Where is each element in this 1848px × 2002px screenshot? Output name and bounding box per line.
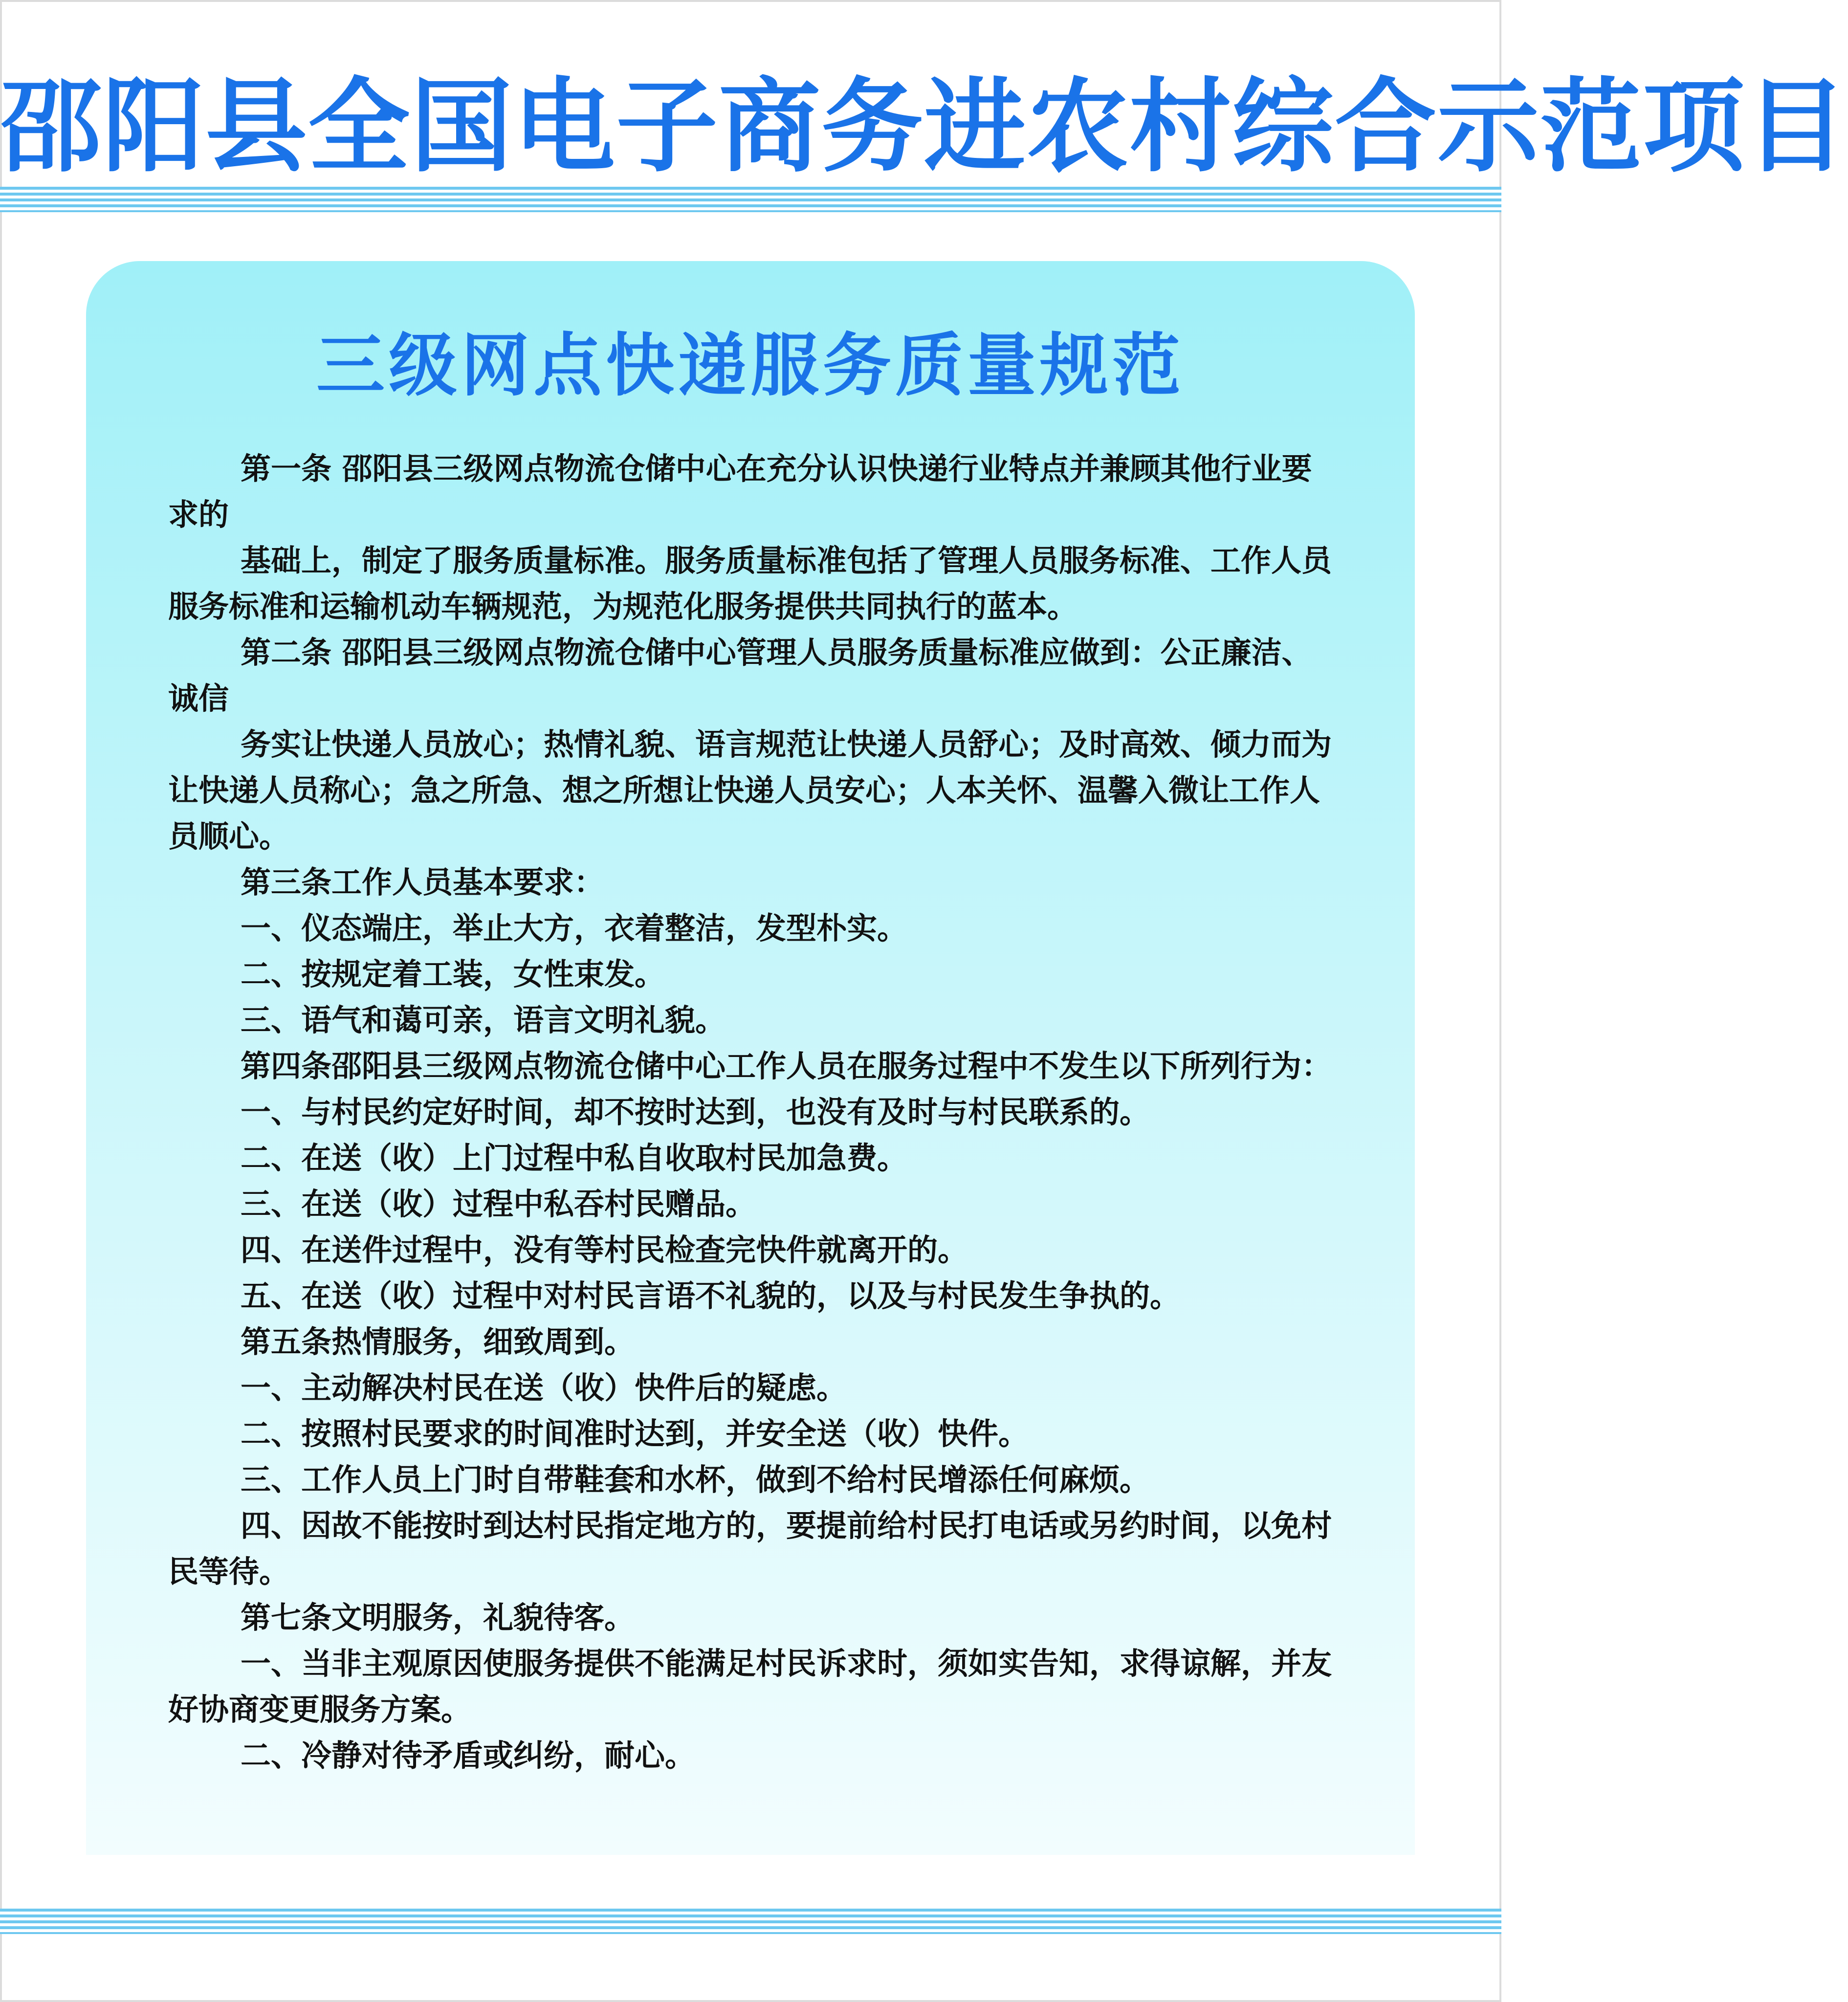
panel-title: 三级网点快递服务质量规范 — [316, 326, 1185, 406]
paragraph: 二、按照村民要求的时间准时达到，并安全送（收）快件。 — [241, 1416, 1029, 1452]
page-title: 邵阳县全国电子商务进农村综合示范项目 — [0, 68, 1848, 186]
paragraph: 第二条 邵阳县三级网点物流仓储中心管理人员服务质量标准应做到：公正廉洁、诚信 — [168, 635, 1312, 716]
paragraph: 三、工作人员上门时自带鞋套和水杯，做到不给村民增添任何麻烦。 — [241, 1462, 1150, 1497]
paragraph: 四、在送件过程中，没有等村民检查完快件就离开的。 — [241, 1232, 968, 1268]
regulation-text — [168, 446, 1342, 1779]
content-panel — [86, 261, 1415, 1855]
paragraph: 三、在送（收）过程中私吞村民赠品。 — [241, 1186, 756, 1222]
paragraph: 二、按规定着工装，女性束发。 — [241, 956, 665, 992]
paragraph: 第四条邵阳县三级网点物流仓储中心工作人员在服务过程中不发生以下所列行为： — [241, 1048, 1332, 1084]
top-stripe-divider — [0, 187, 1501, 212]
paragraph: 务实让快递人员放心；热情礼貌、语言规范让快递人员舒心；及时高效、倾力而为让快递人员称心；急之所急、想之所想让快递人员安心；人本关怀、温馨入微让工作人员顺心。 — [168, 726, 1332, 854]
paragraph: 基础上，制定了服务质量标准。服务质量标准包括了管理人员服务标准、工作人员服务标准和运输机动车辆规范，为规范化服务提供共同执行的蓝本。 — [168, 543, 1332, 624]
paragraph: 五、在送（收）过程中对村民言语不礼貌的，以及与村民发生争执的。 — [241, 1278, 1181, 1314]
paragraph: 第七条文明服务，礼貌待客。 — [241, 1600, 635, 1635]
bottom-stripe-divider — [0, 1909, 1501, 1934]
paragraph: 一、与村民约定好时间，却不按时达到，也没有及时与村民联系的。 — [241, 1094, 1150, 1130]
paragraph: 一、主动解决村民在送（收）快件后的疑虑。 — [241, 1370, 847, 1406]
paragraph: 第五条热情服务，细致周到。 — [241, 1324, 635, 1360]
paragraph: 第三条工作人员基本要求： — [241, 864, 605, 900]
paragraph: 二、在送（收）上门过程中私自收取村民加急费。 — [241, 1140, 908, 1176]
paragraph: 一、当非主观原因使服务提供不能满足村民诉求时，须如实告知，求得谅解，并友好协商变更服务方案。 — [168, 1646, 1332, 1727]
paragraph: 三、语气和蔼可亲，语言文明礼貌。 — [241, 1002, 726, 1038]
paragraph: 二、冷静对待矛盾或纠纷，耐心。 — [241, 1738, 696, 1773]
paragraph: 一、仪态端庄，举止大方，衣着整洁，发型朴实。 — [241, 910, 908, 946]
paragraph: 四、因故不能按时到达村民指定地方的，要提前给村民打电话或另约时间，以免村民等待。 — [168, 1508, 1332, 1589]
paragraph: 第一条 邵阳县三级网点物流仓储中心在充分认识快递行业特点并兼顾其他行业要求的 — [168, 451, 1312, 532]
